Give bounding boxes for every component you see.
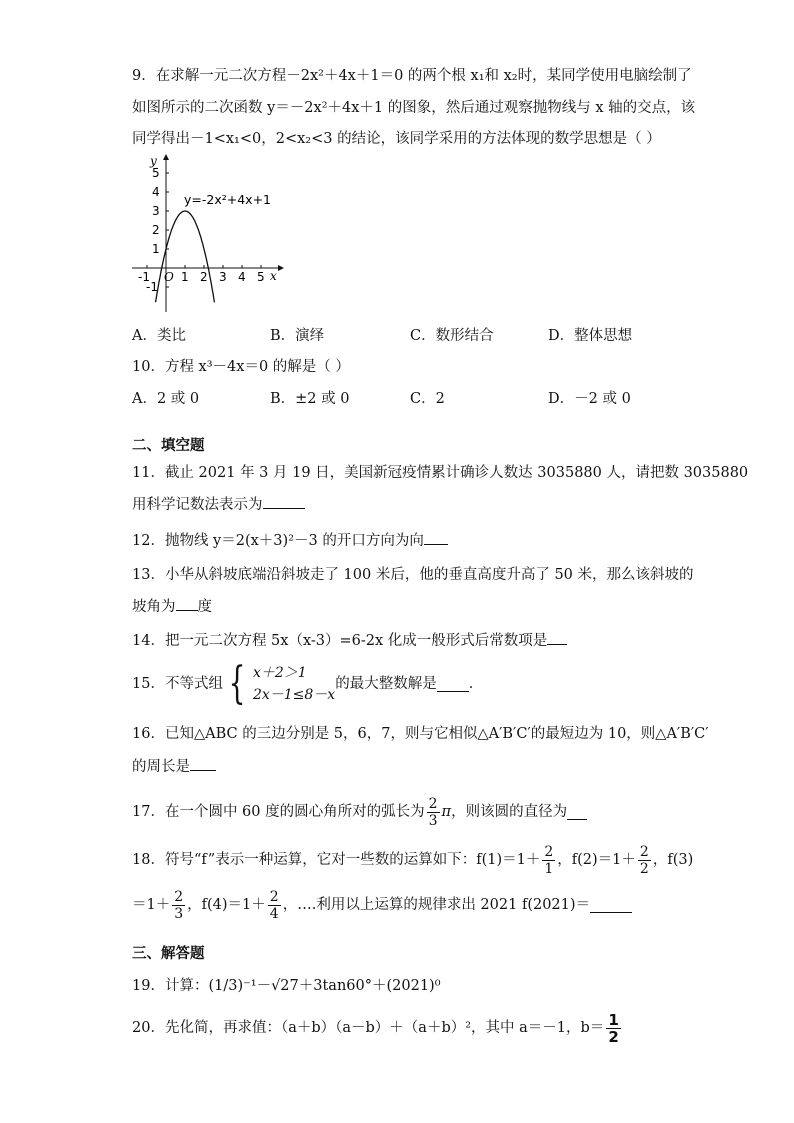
q18-part-3: ，f(3) [652, 852, 694, 868]
q10-option-b[interactable]: B．±2 或 0 [270, 391, 350, 407]
fraction-denominator: 1 [544, 860, 554, 877]
answer-blank[interactable] [547, 630, 567, 645]
x-tick-label: -1 [138, 270, 150, 284]
x-axis-arrow [278, 265, 284, 271]
q14-text: 14．把一元二次方程 5x（x-3）=6-2x 化成一般形式后常数项是 [132, 633, 548, 649]
answer-blank[interactable] [437, 677, 469, 692]
answer-blank[interactable] [263, 494, 305, 509]
fraction [427, 796, 440, 829]
q13-line-2 [132, 596, 212, 617]
x-tick-label: 5 [257, 270, 265, 284]
q11-line-1: 11．截止 2021 年 3 月 19 日，美国新冠疫情累计确诊人数达 3035880 人，请把数 3035880 [132, 465, 749, 481]
q9-line-2: 如图所示的二次函数 y＝－2x²＋4x＋1 的图象，然后通过观察抛物线与 x 轴的交点，该 [132, 100, 696, 116]
q9-option-b[interactable]: B．演绎 [270, 328, 325, 344]
fraction-denominator: 4 [269, 905, 279, 922]
y-tick-label: -1 [146, 280, 158, 294]
y-tick-label: 5 [152, 166, 160, 180]
q13-line-1: 13．小华从斜坡底端沿斜坡走了 100 米后，他的垂直高度升高了 50 米，那么该斜坡的 [132, 567, 694, 583]
q19-line: 19．计算：(1/3)⁻¹－√27＋3tan60°＋(2021)⁰ [132, 978, 441, 994]
fraction-numerator: 2 [544, 843, 554, 860]
q15-prefix: 15．不等式组 [132, 676, 223, 692]
fraction [638, 844, 651, 877]
q9-line-1: 9．在求解一元二次方程－2x²＋4x＋1＝0 的两个根 x₁和 x₂时，某同学使用电脑绘制了 [132, 68, 692, 84]
x-tick-label: 2 [200, 270, 208, 284]
fraction [172, 889, 185, 922]
origin-label: O [164, 270, 174, 284]
fraction-denominator: 3 [428, 812, 438, 829]
y-axis-arrow [163, 154, 169, 160]
q9-line-3: 同学得出－1<x₁<0，2<x₂<3 的结论，该同学采用的方法体现的数学思想是（ ） [132, 131, 661, 147]
fraction [268, 889, 281, 922]
q15-suffix: 的最大整数解是 [335, 676, 437, 692]
q14-line [132, 630, 567, 651]
parabola-curve [156, 211, 215, 302]
q11-line-2-text: 用科学记数法表示为 [132, 497, 263, 513]
q11-line-2 [132, 494, 305, 515]
fraction-numerator: 2 [174, 888, 184, 905]
q15-line [132, 660, 483, 708]
y-tick-label: 4 [152, 185, 160, 199]
q10-option-d[interactable]: D．－2 或 0 [548, 391, 631, 407]
fraction-numerator: 2 [269, 888, 279, 905]
q10-option-a[interactable]: A．2 或 0 [132, 391, 200, 407]
fraction-denominator: 3 [174, 905, 184, 922]
inequality-2: 2x－1≤8－x [252, 687, 336, 703]
answer-blank[interactable] [567, 805, 587, 820]
q20-text: 20．先化简，再求值：（a＋b）（a－b）＋（a＋b）²，其中 a＝－1，b＝ [132, 1020, 605, 1036]
q18-line-2 [132, 885, 632, 925]
fraction-numerator: 1 [608, 1010, 619, 1029]
q10-option-c[interactable]: C．2 [410, 391, 445, 407]
fraction-denominator: 2 [608, 1027, 619, 1046]
q18-part-2: ，f(2)＝1＋ [557, 852, 636, 868]
q18-part-4: ＝1＋ [132, 897, 171, 913]
section-3-title: 三、解答题 [132, 945, 205, 962]
fraction [542, 844, 555, 877]
y-tick-label: 2 [152, 223, 160, 237]
pi-symbol: π [441, 804, 452, 820]
q16-line-2-text: 的周长是 [132, 759, 190, 775]
q17-suffix: ，则该圆的直径为 [451, 804, 568, 820]
parabola-graph [128, 152, 288, 322]
y-tick-label: 3 [152, 204, 160, 218]
q9-option-a[interactable]: A．类比 [132, 328, 186, 344]
fraction-numerator: 2 [428, 795, 438, 812]
q18-part-1: 18．符号“f”表示一种运算，它对一些数的运算如下：f(1)＝1＋ [132, 852, 541, 868]
q18-part-6: ，….利用以上运算的规律求出 2021 f(2021)＝ [282, 897, 591, 913]
q12-text: 12．抛物线 y＝2(x＋3)²－3 的开口方向为向 [132, 533, 424, 549]
equation-label: y=-2x²+4x+1 [184, 192, 271, 207]
answer-blank[interactable] [424, 530, 448, 545]
answer-blank[interactable] [590, 898, 632, 913]
section-2-title: 二、填空题 [132, 437, 205, 454]
fraction-denominator: 2 [639, 860, 649, 877]
q15-end: ． [468, 676, 484, 692]
answer-blank[interactable] [190, 756, 216, 771]
answer-blank[interactable] [176, 596, 198, 611]
q16-line-1: 16．已知△ABC 的三边分别是 5，6，7，则与它相似△A′B′C′的最短边为 10，则△A′B′C′ [132, 726, 709, 742]
q20-line [132, 1008, 623, 1048]
y-axis-label: y [150, 154, 157, 168]
q18-line-1 [132, 840, 693, 880]
q17-line [132, 792, 587, 832]
x-tick-label: 1 [181, 270, 189, 284]
q10-stem: 10．方程 x³－4x＝0 的解是（ ） [132, 359, 350, 375]
inequality-1: x＋2＞1 [252, 665, 307, 681]
fraction [606, 1012, 620, 1045]
q9-option-c[interactable]: C．数形结合 [410, 328, 494, 344]
x-axis-label: x [270, 269, 277, 283]
x-tick-label: 4 [238, 270, 246, 284]
q12-line [132, 530, 448, 551]
q18-part-5: ，f(4)＝1＋ [187, 897, 266, 913]
y-tick-label: 1 [152, 242, 160, 256]
q13-line-2-text: 坡角为 [132, 599, 176, 615]
q16-line-2 [132, 756, 216, 777]
q9-option-d[interactable]: D．整体思想 [548, 328, 633, 344]
q17-prefix: 17．在一个圆中 60 度的圆心角所对的弧长为 [132, 804, 425, 820]
brace-symbol: { [228, 658, 246, 709]
x-tick-label: 3 [219, 270, 227, 284]
fraction-numerator: 2 [639, 843, 649, 860]
q13-tail: 度 [197, 599, 212, 615]
inequality-system [253, 662, 335, 706]
